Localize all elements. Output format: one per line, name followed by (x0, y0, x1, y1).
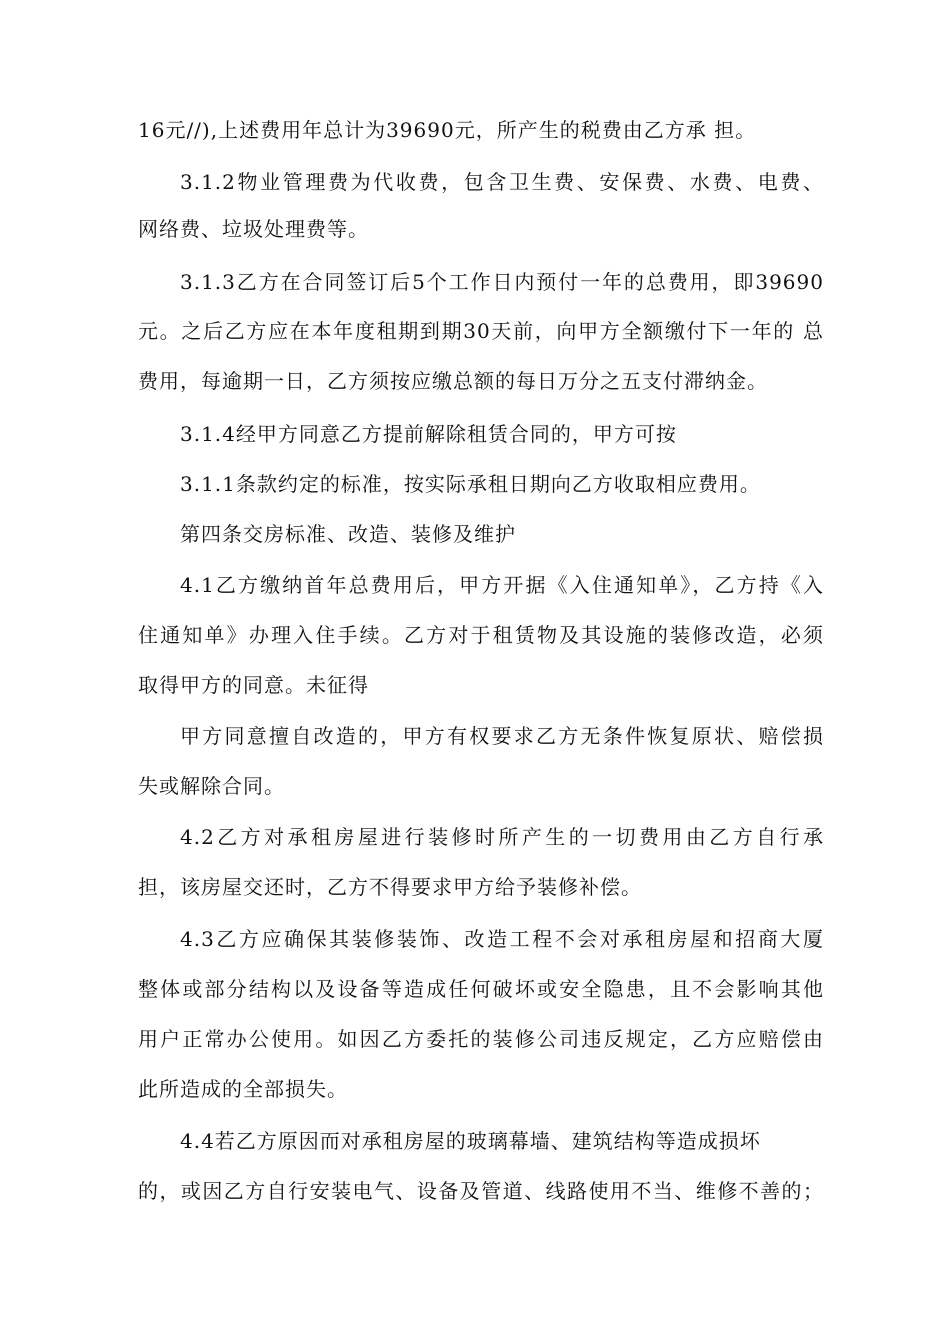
text-line: 3.1.1条款约定的标准，按实际承租日期向乙方收取相应费用。 (180, 472, 761, 496)
text-line: 4.2乙方对承租房屋进行装修时所产生的一切费用由乙方自行承 (180, 825, 824, 849)
text-line: 4.3乙方应确保其装修装饰、改造工程不会对承租房屋和招商大厦 (180, 927, 824, 951)
text-line: 4.1乙方缴纳首年总费用后，甲方开据《入住通知单》，乙方持《入 (180, 573, 824, 597)
text-line: 整体或部分结构以及设备等造成任何破坏或安全隐患，且不会影响其他 (138, 977, 824, 1001)
text-line: 取得甲方的同意。未征得 (138, 673, 369, 697)
text-line: 费用，每逾期一日，乙方须按应缴总额的每日万分之五支付滞纳金。 (138, 369, 768, 393)
text-line: 担，该房屋交还时，乙方不得要求甲方给予装修补偿。 (138, 875, 642, 899)
text-line: 3.1.3乙方在合同签订后5个工作日内预付一年的总费用，即39690 (180, 270, 824, 294)
text-line: 元。之后乙方应在本年度租期到期30天前，向甲方全额缴付下一年的 总 (138, 319, 824, 343)
text-line: 4.4若乙方原因而对承租房屋的玻璃幕墙、建筑结构等造成损坏 (180, 1129, 761, 1153)
text-line: 16元//),上述费用年总计为39690元，所产生的税费由乙方承 担。 (138, 118, 757, 142)
text-line: 3.1.2物业管理费为代收费，包含卫生费、安保费、水费、电费、 (180, 170, 824, 194)
text-line: 3.1.4经甲方同意乙方提前解除租赁合同的，甲方可按 (180, 422, 677, 446)
text-line: 失或解除合同。 (138, 774, 285, 798)
section-heading: 第四条交房标准、改造、装修及维护 (180, 522, 516, 546)
text-line: 用户正常办公使用。如因乙方委托的装修公司违反规定，乙方应赔偿由 (138, 1027, 824, 1051)
text-line: 甲方同意擅自改造的，甲方有权要求乙方无条件恢复原状、赔偿损 (180, 724, 824, 748)
text-line: 住通知单》办理入住手续。乙方对于租赁物及其设施的装修改造，必须 (138, 623, 824, 647)
text-line: 的，或因乙方自行安装电气、设备及管道、线路使用不当、维修不善的； (138, 1179, 824, 1203)
text-line: 网络费、垃圾处理费等。 (138, 217, 369, 241)
text-line: 此所造成的全部损失。 (138, 1077, 348, 1101)
